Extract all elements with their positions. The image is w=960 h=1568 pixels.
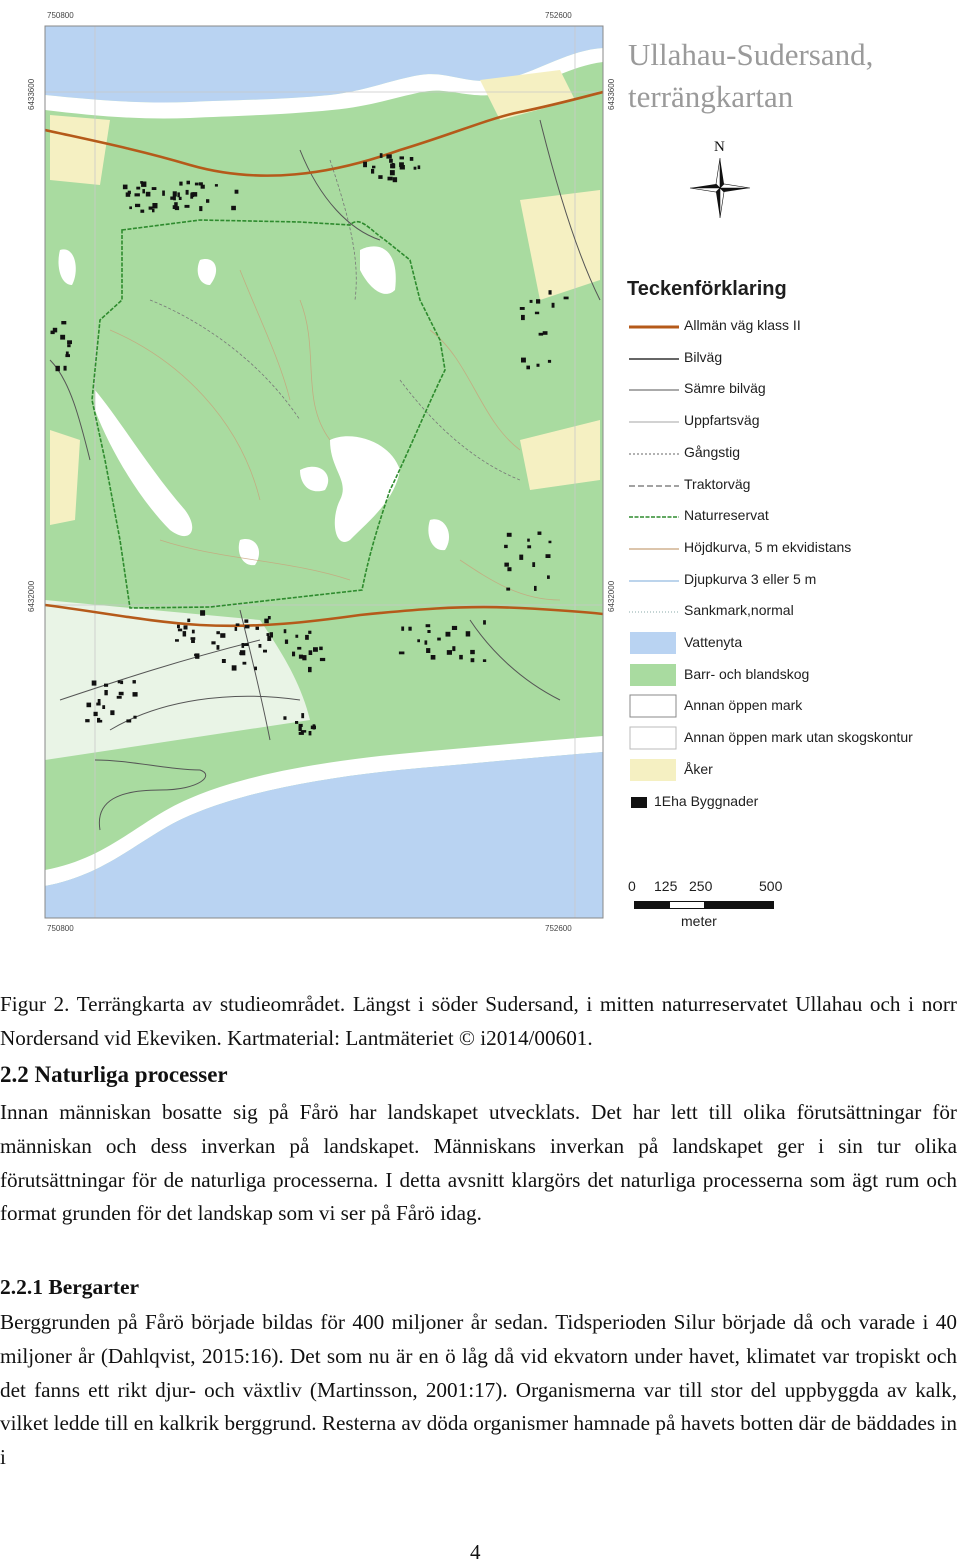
page-number: 4 bbox=[470, 1540, 481, 1564]
building-footprint bbox=[283, 716, 286, 720]
building-footprint bbox=[390, 170, 395, 175]
legend-symbol-road-main bbox=[629, 314, 679, 338]
building-footprint bbox=[152, 203, 157, 208]
building-footprint bbox=[67, 340, 72, 344]
building-footprint bbox=[527, 545, 531, 548]
building-footprint bbox=[532, 562, 535, 567]
legend-label: Traktorväg bbox=[684, 475, 751, 492]
building-footprint bbox=[133, 716, 136, 719]
building-footprint bbox=[184, 625, 188, 629]
building-footprint bbox=[483, 620, 486, 624]
building-footprint bbox=[530, 300, 533, 303]
building-footprint bbox=[267, 633, 270, 636]
building-footprint bbox=[126, 719, 131, 722]
legend-symbol-reserve bbox=[629, 504, 679, 528]
building-footprint bbox=[521, 315, 525, 320]
building-footprint bbox=[417, 639, 420, 642]
building-footprint bbox=[264, 619, 269, 624]
building-footprint bbox=[305, 635, 309, 640]
building-footprint bbox=[173, 191, 177, 196]
building-footprint bbox=[191, 637, 196, 640]
building-footprint bbox=[162, 191, 165, 196]
building-footprint bbox=[408, 627, 411, 631]
building-footprint bbox=[235, 627, 238, 631]
building-footprint bbox=[183, 631, 187, 636]
building-footprint bbox=[239, 652, 244, 655]
building-footprint bbox=[284, 629, 287, 633]
building-footprint bbox=[400, 156, 405, 159]
scale-bar-graphic bbox=[634, 901, 774, 909]
building-footprint bbox=[389, 159, 393, 163]
coord-right-bottom: 6432000 bbox=[607, 580, 616, 612]
building-footprint bbox=[311, 726, 316, 730]
building-footprint bbox=[535, 312, 539, 315]
legend-label: Åker bbox=[684, 760, 713, 777]
building-footprint bbox=[378, 175, 382, 179]
building-footprint bbox=[285, 640, 288, 644]
building-footprint bbox=[546, 554, 551, 558]
building-footprint bbox=[236, 623, 240, 626]
north-label: N bbox=[714, 139, 725, 155]
legend-symbol-field bbox=[629, 758, 679, 782]
building-footprint bbox=[507, 567, 511, 571]
legend-symbol-tractor-road bbox=[629, 473, 679, 497]
building-footprint bbox=[410, 157, 414, 161]
legend-label: Djupkurva 3 eller 5 m bbox=[684, 570, 817, 587]
building-footprint bbox=[128, 191, 131, 194]
building-footprint bbox=[320, 658, 325, 661]
building-footprint bbox=[549, 541, 552, 544]
legend-symbol-footpath bbox=[629, 441, 679, 465]
building-footprint bbox=[267, 636, 271, 641]
building-footprint bbox=[414, 167, 417, 170]
legend-symbol-contour bbox=[629, 536, 679, 560]
building-footprint bbox=[431, 655, 436, 660]
building-footprint bbox=[292, 652, 295, 657]
building-footprint bbox=[399, 162, 404, 167]
building-footprint bbox=[526, 366, 530, 370]
building-footprint bbox=[426, 624, 431, 627]
scale-tick: 0 bbox=[628, 878, 636, 894]
building-footprint bbox=[371, 169, 374, 174]
legend-symbol-road-minor bbox=[629, 377, 679, 401]
building-footprint bbox=[259, 644, 262, 648]
building-footprint bbox=[87, 703, 92, 708]
building-footprint bbox=[519, 555, 523, 560]
building-footprint bbox=[552, 303, 555, 308]
building-footprint bbox=[471, 658, 475, 662]
building-footprint bbox=[243, 662, 247, 665]
building-footprint bbox=[459, 655, 463, 660]
legend-label: Annan öppen mark utan skogskontur bbox=[684, 729, 913, 746]
building-footprint bbox=[199, 206, 202, 211]
map-title-line1: Ullahau-Sudersand, bbox=[628, 37, 874, 72]
legend-symbol-open bbox=[629, 694, 679, 718]
building-footprint bbox=[308, 631, 311, 634]
building-footprint bbox=[110, 710, 114, 715]
building-footprint bbox=[399, 652, 405, 655]
building-footprint bbox=[61, 321, 66, 324]
building-footprint bbox=[96, 703, 100, 706]
coord-top-right: 752600 bbox=[545, 11, 572, 20]
building-footprint bbox=[401, 627, 404, 631]
building-footprint bbox=[231, 206, 236, 210]
scale-tick: 500 bbox=[759, 878, 783, 894]
building-footprint bbox=[146, 192, 151, 197]
building-footprint bbox=[222, 659, 226, 663]
legend-symbol-driveway bbox=[629, 409, 679, 433]
building-footprint bbox=[507, 533, 512, 537]
section-heading: 2.2 Naturliga processer bbox=[0, 1062, 228, 1087]
building-footprint bbox=[242, 643, 245, 648]
building-footprint bbox=[263, 650, 267, 653]
building-footprint bbox=[117, 696, 122, 699]
building-footprint bbox=[426, 648, 430, 653]
legend-label: Vattenyta bbox=[684, 634, 743, 650]
building-footprint bbox=[425, 640, 428, 644]
building-footprint bbox=[548, 360, 551, 363]
building-footprint bbox=[152, 209, 155, 213]
building-footprint bbox=[100, 720, 103, 723]
building-footprint bbox=[102, 705, 105, 709]
building-footprint bbox=[244, 619, 248, 622]
coord-left-top: 6433600 bbox=[27, 78, 36, 110]
field-area bbox=[50, 115, 110, 185]
building-footprint bbox=[235, 190, 239, 194]
building-footprint bbox=[118, 680, 121, 683]
legend-label: Annan öppen mark bbox=[684, 697, 803, 714]
building-footprint bbox=[388, 177, 393, 181]
coord-right-top: 6433600 bbox=[607, 78, 616, 110]
section-paragraph: Innan människan bosatte sig på Fårö har landskapet utvecklats. Det har lett till olika förutsättningar för människan och dess inverkan på landskapet. Människans inverkan på landskapet ger i sin tur olika förutsättningar för de naturliga processerna. I detta avsnitt klargörs det naturliga processerna som ägt rum och format grunden för det landskap som vi ser på Fårö idag. bbox=[0, 1100, 957, 1226]
legend-label: Höjdkurva, 5 m ekvidistans bbox=[684, 538, 852, 555]
subsection-paragraph: Berggrunden på Fårö började bildas för 400 miljoner år sedan. Tidsperioden Silur började då och varade i 40 miljoner år (Dahlqvist, 2015:16). Det som nu är en ö låg då vid ekvatorn under havet, klimatet var tropiskt och det fanns ett rikt djur- och växtliv (Martinsson, 2001:17). Organismerna var till stor del uppbyggda av kalk, vilket ledde till en kalkrik berggrund. Resterna av döda organismer hamnade på havets botten där de bäddades in i bbox=[0, 1310, 957, 1470]
building-footprint bbox=[380, 153, 383, 158]
building-footprint bbox=[174, 202, 178, 207]
building-footprint bbox=[301, 713, 304, 718]
building-footprint bbox=[133, 692, 138, 697]
building-footprint bbox=[211, 641, 215, 644]
building-footprint bbox=[187, 619, 190, 623]
building-footprint bbox=[363, 162, 367, 168]
building-footprint bbox=[256, 627, 260, 630]
building-footprint bbox=[483, 659, 486, 662]
building-footprint bbox=[452, 626, 457, 630]
building-footprint bbox=[120, 681, 123, 685]
building-footprint bbox=[65, 354, 70, 357]
building-footprint bbox=[190, 193, 193, 199]
building-footprint bbox=[186, 190, 189, 195]
building-footprint bbox=[390, 164, 395, 169]
building-footprint bbox=[504, 563, 509, 567]
building-footprint bbox=[393, 177, 397, 182]
field-area bbox=[50, 430, 80, 525]
coord-bottom-right: 752600 bbox=[545, 924, 572, 933]
legend-symbol-depth bbox=[629, 568, 679, 592]
building-footprint bbox=[201, 185, 205, 189]
building-footprint bbox=[302, 655, 306, 660]
building-footprint bbox=[185, 205, 190, 208]
building-footprint bbox=[543, 331, 548, 335]
building-footprint bbox=[220, 633, 225, 638]
building-footprint bbox=[104, 684, 108, 687]
legend-label: Uppfartsväg bbox=[684, 412, 760, 429]
building-footprint bbox=[309, 650, 313, 655]
legend-label: Barr- och blandskog bbox=[684, 665, 810, 682]
building-footprint bbox=[308, 667, 312, 672]
legend-label: Bilväg bbox=[684, 348, 723, 365]
building-footprint bbox=[135, 193, 140, 196]
building-footprint bbox=[170, 197, 175, 200]
map-title bbox=[628, 34, 873, 118]
building-footprint bbox=[67, 344, 70, 347]
legend-symbol-road bbox=[629, 346, 679, 370]
building-footprint bbox=[386, 154, 391, 158]
building-footprint bbox=[437, 638, 441, 641]
building-footprint bbox=[506, 588, 510, 591]
building-footprint bbox=[60, 335, 65, 340]
building-footprint bbox=[192, 630, 195, 634]
legend-symbol-marsh bbox=[629, 599, 679, 623]
legend-symbol-open-nocontour bbox=[629, 726, 679, 750]
legend-label: 1Eha Byggnader bbox=[654, 792, 759, 809]
figure-caption bbox=[0, 988, 957, 1056]
building-footprint bbox=[152, 187, 157, 190]
building-footprint bbox=[319, 647, 323, 651]
figure-caption-text: Figur 2. Terrängkarta av studieområdet. Längst i söder Sudersand, i mitten naturreservatet Ullahau och i norr Nordersand vid Ekeviken. Kartmaterial: Lantmäteriet © i2014/00601. bbox=[0, 992, 957, 1050]
legend-label: Sämre bilväg bbox=[684, 380, 766, 397]
building-footprint bbox=[534, 586, 537, 591]
building-footprint bbox=[537, 364, 540, 367]
building-footprint bbox=[177, 192, 180, 197]
building-footprint bbox=[539, 333, 544, 336]
building-footprint bbox=[53, 328, 57, 333]
scale-unit: meter bbox=[681, 913, 717, 929]
building-footprint bbox=[187, 181, 191, 185]
building-footprint bbox=[527, 539, 530, 542]
building-footprint bbox=[175, 639, 179, 642]
building-footprint bbox=[427, 630, 430, 633]
building-footprint bbox=[200, 610, 205, 616]
legend-symbol-forest bbox=[629, 663, 679, 687]
building-footprint bbox=[245, 625, 250, 628]
building-footprint bbox=[536, 299, 540, 303]
building-footprint bbox=[119, 692, 124, 696]
scale-tick: 250 bbox=[689, 878, 713, 894]
building-footprint bbox=[372, 166, 375, 169]
building-footprint bbox=[295, 721, 298, 724]
building-footprint bbox=[217, 645, 220, 650]
building-footprint bbox=[85, 719, 89, 722]
building-footprint bbox=[195, 653, 199, 658]
building-footprint bbox=[98, 699, 101, 703]
building-footprint bbox=[129, 206, 132, 209]
building-footprint bbox=[133, 680, 136, 683]
building-footprint bbox=[466, 631, 471, 636]
building-footprint bbox=[447, 650, 452, 655]
coord-left-bottom: 6432000 bbox=[27, 580, 36, 612]
building-footprint bbox=[418, 165, 421, 169]
building-footprint bbox=[149, 207, 153, 210]
building-footprint bbox=[64, 366, 67, 371]
building-footprint bbox=[538, 532, 542, 535]
building-footprint bbox=[309, 731, 312, 735]
legend-label: Naturreservat bbox=[684, 507, 769, 524]
building-footprint bbox=[254, 667, 257, 671]
building-footprint bbox=[549, 290, 552, 294]
building-footprint bbox=[295, 635, 298, 638]
legend-label: Sankmark,normal bbox=[684, 602, 794, 619]
coord-top-left: 750800 bbox=[47, 11, 74, 20]
building-footprint bbox=[179, 197, 182, 200]
legend-title: Teckenförklaring bbox=[627, 278, 787, 300]
north-arrow-icon bbox=[690, 158, 750, 218]
building-footprint bbox=[243, 643, 248, 646]
building-footprint bbox=[179, 182, 182, 186]
building-footprint bbox=[178, 629, 182, 632]
building-footprint bbox=[547, 575, 550, 579]
building-footprint bbox=[123, 185, 128, 190]
coord-bottom-left: 750800 bbox=[47, 924, 74, 933]
building-footprint bbox=[206, 199, 209, 203]
legend-symbol-water bbox=[629, 631, 679, 655]
building-footprint bbox=[520, 307, 525, 310]
legend-label: Gångstig bbox=[684, 443, 741, 460]
building-footprint bbox=[92, 681, 97, 686]
building-footprint bbox=[521, 358, 526, 363]
legend-label: Allmän väg klass II bbox=[684, 317, 801, 333]
building-footprint bbox=[191, 640, 195, 643]
building-footprint bbox=[301, 730, 306, 733]
building-footprint bbox=[297, 647, 301, 650]
building-footprint bbox=[504, 545, 508, 548]
building-footprint bbox=[104, 690, 107, 695]
building-footprint bbox=[140, 210, 144, 213]
building-footprint bbox=[470, 650, 475, 654]
legend bbox=[627, 278, 913, 809]
building-footprint bbox=[299, 724, 303, 727]
building-footprint bbox=[56, 366, 60, 371]
building-footprint bbox=[140, 181, 143, 184]
scale-tick: 125 bbox=[654, 878, 678, 894]
building-footprint bbox=[177, 625, 180, 629]
map-title-line2: terrängkartan bbox=[628, 79, 794, 114]
building-footprint bbox=[452, 646, 455, 651]
building-footprint bbox=[313, 647, 318, 652]
building-footprint bbox=[564, 297, 569, 300]
building-footprint bbox=[195, 183, 199, 186]
building-footprint bbox=[142, 189, 145, 193]
building-footprint bbox=[192, 192, 197, 197]
building-footprint bbox=[216, 631, 220, 634]
building-footprint bbox=[136, 187, 140, 190]
building-footprint bbox=[94, 712, 98, 716]
building-footprint bbox=[446, 632, 451, 637]
subsection-heading: 2.2.1 Bergarter bbox=[0, 1275, 140, 1299]
building-footprint bbox=[215, 184, 218, 187]
building-footprint bbox=[135, 204, 140, 207]
building-footprint bbox=[232, 665, 237, 670]
